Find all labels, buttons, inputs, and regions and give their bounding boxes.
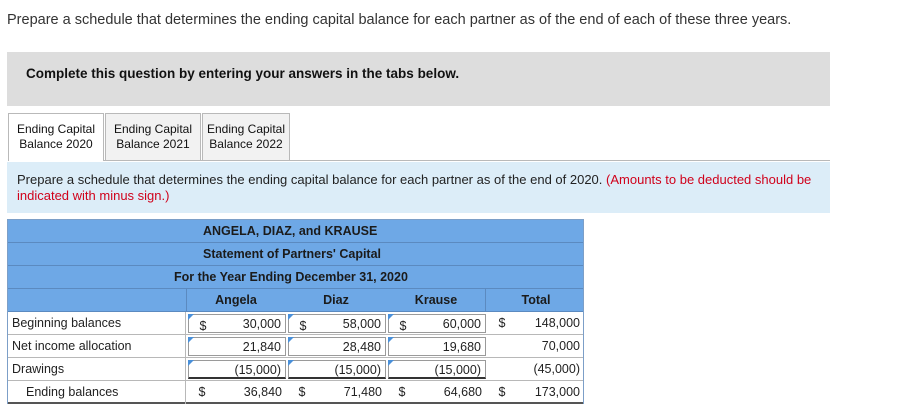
col-header-total: Total <box>521 293 551 307</box>
amount-value: 21,840 <box>242 340 281 354</box>
capital-schedule <box>7 219 584 404</box>
col-header-angela: Angela <box>215 293 257 307</box>
krause-amount-input[interactable] <box>388 337 486 356</box>
amount-value: 58,000 <box>342 317 381 331</box>
question-text: Prepare a schedule that determines the ending capital balance for each partner as of the end of each of these three years. <box>7 12 792 28</box>
angela-amount-input[interactable] <box>188 337 286 356</box>
instruction-panel <box>7 162 830 213</box>
row-label: Drawings <box>8 358 186 381</box>
amount-value: (15,000) <box>234 363 281 377</box>
total-value: 173,000 <box>534 385 580 399</box>
table-row <box>8 358 583 381</box>
amount-value: 71,480 <box>343 385 382 399</box>
tab-ending-capital-2022[interactable] <box>202 113 290 160</box>
tab-label-line2: Balance 2022 <box>209 137 283 151</box>
amount-value: 30,000 <box>242 317 281 331</box>
row-label: Beginning balances <box>8 312 186 335</box>
statement-title: Statement of Partners' Capital <box>203 247 382 261</box>
dollar-sign: $ <box>299 319 307 333</box>
total-value: (45,000) <box>533 362 580 376</box>
dollar-sign: $ <box>398 385 406 399</box>
dollar-sign: $ <box>498 316 506 330</box>
diaz-amount-input[interactable] <box>288 337 386 356</box>
company-name: ANGELA, DIAZ, and KRAUSE <box>203 224 378 238</box>
tab-label-line2: Balance 2021 <box>116 137 190 151</box>
dollar-sign: $ <box>399 319 407 333</box>
amount-value: 60,000 <box>442 317 481 331</box>
tab-ending-capital-2021[interactable] <box>105 113 201 160</box>
diaz-amount-input[interactable] <box>288 314 386 333</box>
dollar-sign: $ <box>199 319 207 333</box>
amount-value: 36,840 <box>243 385 282 399</box>
total-value: 148,000 <box>534 316 580 330</box>
tab-label-line1: Ending Capital <box>113 122 193 136</box>
amount-value: 64,680 <box>443 385 482 399</box>
column-header-row <box>8 289 583 312</box>
tab-ending-capital-2020[interactable] <box>8 113 104 161</box>
diaz-amount-input[interactable] <box>288 360 386 379</box>
statement-row <box>8 243 583 266</box>
amount-value: (15,000) <box>334 363 381 377</box>
table-row <box>8 312 583 335</box>
col-header-diaz: Diaz <box>323 293 349 307</box>
company-row <box>8 220 583 243</box>
table-row <box>8 335 583 358</box>
tab-label-line1: Ending Capital <box>16 122 96 136</box>
period-row <box>8 266 583 289</box>
banner-text: Complete this question by entering your answers in the tabs below. <box>26 66 460 81</box>
tab-divider <box>8 160 830 161</box>
krause-amount-input[interactable] <box>388 360 486 379</box>
col-header-krause: Krause <box>414 293 458 307</box>
total-value: 70,000 <box>541 339 580 353</box>
table-row <box>8 381 583 404</box>
angela-amount-input[interactable] <box>188 360 286 379</box>
instruction-text: Prepare a schedule that determines the ending capital balance for each partner as of the end of 2020. <box>17 172 603 187</box>
dollar-sign: $ <box>498 385 506 399</box>
amount-value: 28,480 <box>342 340 381 354</box>
row-label: Ending balances <box>8 381 186 404</box>
instructions-banner <box>7 52 830 106</box>
row-label: Net income allocation <box>8 335 186 358</box>
amount-value: 19,680 <box>442 340 481 354</box>
amount-value: (15,000) <box>434 363 481 377</box>
dollar-sign: $ <box>198 385 206 399</box>
dollar-sign: $ <box>298 385 306 399</box>
statement-period: For the Year Ending December 31, 2020 <box>174 270 408 284</box>
instruction-note: (Amounts to be deducted should be indicated with minus sign.) <box>17 172 812 203</box>
tab-label-line1: Ending Capital <box>206 122 286 136</box>
tab-label-line2: Balance 2020 <box>19 137 93 151</box>
angela-amount-input[interactable] <box>188 314 286 333</box>
krause-amount-input[interactable] <box>388 314 486 333</box>
